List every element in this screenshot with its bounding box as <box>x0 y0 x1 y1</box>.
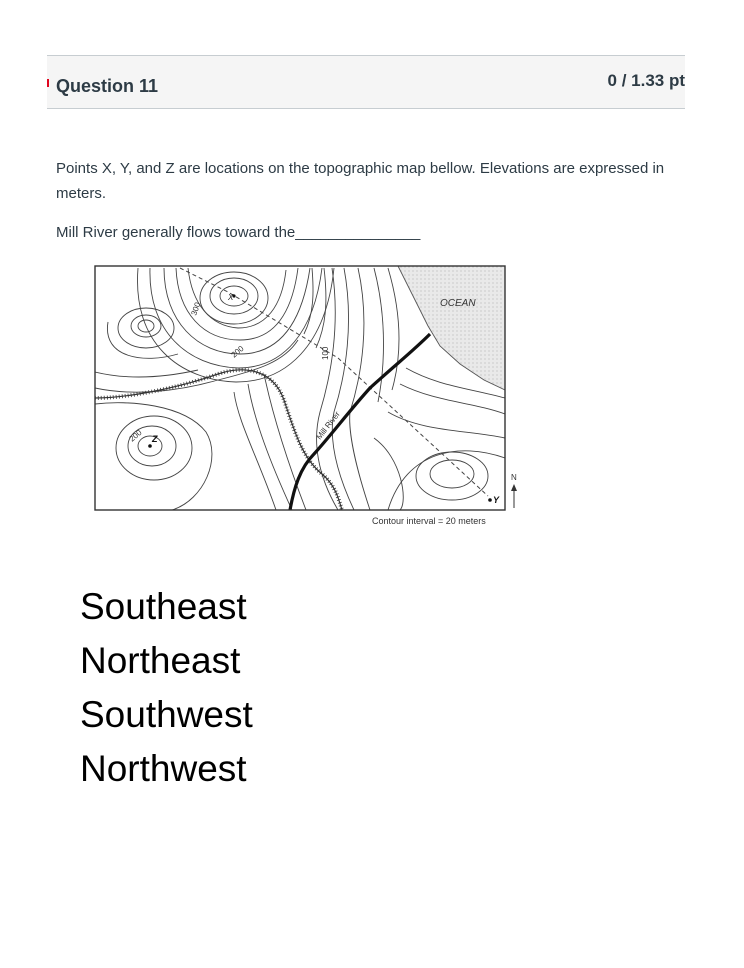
point-y-marker <box>488 498 492 502</box>
north-arrow-icon <box>511 484 517 491</box>
ocean-area <box>398 266 505 390</box>
point-x-label: X <box>228 293 234 302</box>
contour-label-200-left: 200 <box>127 428 144 444</box>
answer-southeast: Southeast <box>80 586 247 627</box>
map-caption: Contour interval = 20 meters <box>372 516 486 526</box>
answer-list <box>80 580 253 796</box>
answer-northwest: Northwest <box>80 748 247 789</box>
point-z-label: Z <box>152 434 158 444</box>
contour-label-300: 300 <box>189 301 203 317</box>
question-header <box>47 55 685 109</box>
answer-southwest: Southwest <box>80 694 253 735</box>
question-prompt: Mill River generally flows toward the_______________ <box>56 224 421 241</box>
answer-northeast: Northeast <box>80 640 241 681</box>
point-z-marker <box>148 444 152 448</box>
north-label: N <box>511 473 517 482</box>
topographic-map <box>88 262 520 534</box>
ocean-label: OCEAN <box>440 298 476 309</box>
question-text: Points X, Y, and Z are locations on the topographic map bellow. Elevations are expressed in meters. <box>56 160 665 202</box>
question-title: Question 11 <box>56 76 159 96</box>
mill-river <box>290 334 430 510</box>
contour-label-100: 100 <box>321 346 330 360</box>
river-label: Mill River <box>314 409 342 442</box>
point-y-label: Y <box>493 495 500 505</box>
contour-label-200-top: 200 <box>229 344 246 360</box>
question-points: 0 / 1.33 pt <box>607 71 685 90</box>
unanswered-marker <box>47 79 49 87</box>
